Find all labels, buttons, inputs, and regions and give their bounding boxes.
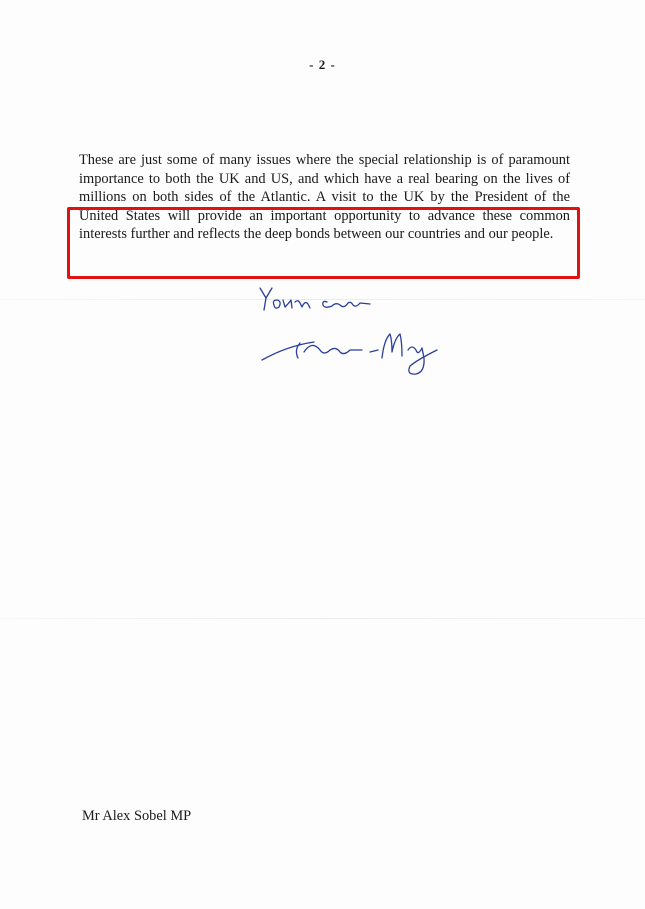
highlight-box <box>67 207 580 279</box>
addressee: Mr Alex Sobel MP <box>82 808 192 824</box>
handwritten-signature <box>252 280 452 380</box>
page-number: - 2 - <box>309 57 336 72</box>
letter-paragraph: These are just some of many issues where the special relationship is of paramount importance to both the UK and US, and which have a real bearing on the lives of millions on both sides of the Atlantic. A visit to the UK by the President of the United States will provide an important opportunity to advance these common interests further and reflects the deep bonds between our countries and our people. <box>79 152 570 243</box>
paper-fold-line <box>0 618 645 619</box>
